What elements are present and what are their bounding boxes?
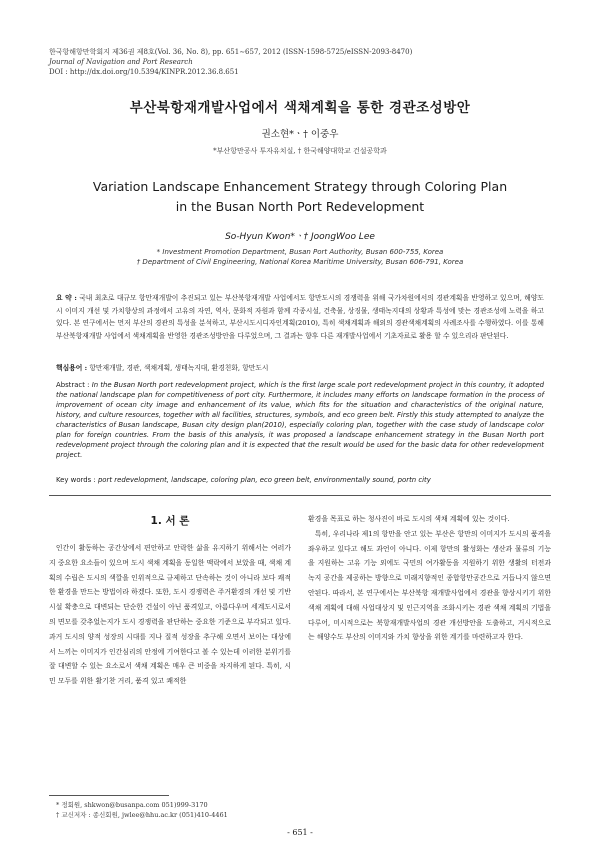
footnote-divider bbox=[49, 795, 169, 796]
keywords-english bbox=[56, 476, 544, 484]
footnote-2: † 교신저자 : 종신회원, jwlee@hhu.ac.kr (051)410-4461 bbox=[56, 811, 228, 819]
authors-korean: 권소현*ㆍ† 이중우 bbox=[261, 129, 339, 140]
abstract-en-label: Abstract : bbox=[56, 381, 90, 389]
affiliation-english bbox=[0, 247, 600, 267]
authors-english: So-Hyun Kwon*ㆍ† JoongWoo Lee bbox=[225, 232, 375, 242]
journal-name-en: Journal of Navigation and Port Research bbox=[49, 58, 193, 66]
affil-en-line1: * Investment Promotion Department, Busan Port Authority, Busan 600-755, Korea bbox=[156, 248, 444, 256]
title-en-line2: in the Busan North Port Redevelopment bbox=[175, 199, 425, 214]
footnotes bbox=[56, 800, 228, 820]
affiliation-korean: *부산항만공사 투자유치실, † 한국해양대학교 건설공학과 bbox=[213, 147, 387, 155]
abstract-ko-text: 국내 최초로 대규모 항만재개발이 추진되고 있는 부산북항재개발 사업에서도 항만도시의 경쟁력을 위해 국가차원에서의 경관계획을 반영하고 있으며, 해양도시 이미지 개선 및 가치향상의 과정에서 고유의 자연, 역사, 문화적 자원과 함께 각종시설, 건축물, 상징물, 생태녹지대의 상황과 특성에 맞는 경관조성에 노력을 하고 있다. 본 연구에서는 먼저 부산의 경관의 특성을 분석하고, 부산시도시디자인계획(2010), 특히 색채계획과 해외의 경관색채계획의 사례조사를 수행하였다. 이를 통해 부산북항재개발 사업에서 색채계획을 반영한 경관조성방안을 다루었으며, 그 결과는 향후 다른 재개발사업에서 기초자료로 활용 할 수 있으리라 판단된다. bbox=[56, 294, 545, 340]
keywords-ko-text: 항만재개발, 경관, 색채계획, 생태녹지대, 환경친화, 항만도시 bbox=[89, 364, 269, 372]
page-number: - 651 - bbox=[287, 828, 313, 837]
body-column-right bbox=[308, 512, 551, 645]
keywords-en-text: port redevelopment, landscape, coloring plan, eco green belt, environmentally sound, portn city bbox=[97, 476, 431, 484]
abstract-en-text: In the Busan North port redevelopment project, which is the first large scale port redevelopment project in this country, it adopted the national landscape plan for competitiveness of port city. Furthermore, it includes many efforts on landscape formation in the process of improvement of ocean city image and enhancement of its value, which fits for the situation and characteristics of the original nature, history, and culture resources, together with all facilities, structures, symbols, and eco green belt. Firstly this study attempted to analyze the characteristics of Busan landscape, Busan city design plan(2010), especially coloring plan, together with the case study of landscape color plan for foreign countries. From the basis of this analysis, it was proposed a landscape enhancement strategy in the Busan North port redevelopment project through the coloring plan and it is expected that the result would be used for the basic data for other redevelopment project. bbox=[56, 381, 544, 459]
footnote-1: * 정회원, shkwon@busanpa.com 051)999-3170 bbox=[56, 801, 208, 809]
abstract-english bbox=[56, 380, 544, 460]
paragraph: 인간이 활동하는 공간상에서 편안하고 안락한 삶을 유지하기 위해서는 여러가지 중요한 요소들이 있으며 도시 색채 계획을 동일한 맥락에서 보았을 때, 색채 계획의 수립은 도시의 색깔을 인위적으로 규제하고 단속하는 것이 아니라 보다 쾌적한 환경을 만드는 방법이라 하겠다. 또한, 도시 경쟁력은 주거환경의 개선 및 기반시설 확충으로 대변되는 단순한 건설이 아닌 품격있고, 아름다우며 세계도시로서의 면모를 갖추었는지가 도시 경쟁력을 판단하는 중요한 기준으로 부각되고 있다. 과거 도시의 양적 성장의 시대를 지나 질적 성장을 추구해 오면서 보이는 대상에서 느끼는 이미지가 인간심리의 안정에 기여한다고 볼 수 있는데 이러한 분위기를 잘 대변할 수 있는 요소로서 색채 계획은 매우 큰 비중을 차지하게 된다. 특히, 시민 모두를 위한 활기찬 거리, 품격 있고 쾌적한 bbox=[49, 544, 291, 686]
journal-info: 한국항해항만학회지 제36권 제8호(Vol. 36, No. 8), pp. 651∼657, 2012 (ISSN-1598-5725/eISSN-2093-8470) bbox=[49, 48, 413, 56]
affil-en-line2: † Department of Civil Engineering, National Korea Maritime University, Busan 606-791, Korea bbox=[136, 258, 464, 266]
keywords-en-label: Key words : bbox=[56, 476, 96, 484]
doi-link[interactable]: DOI : http://dx.doi.org/10.5394/KINPR.2012.36.8.651 bbox=[49, 68, 239, 76]
abstract-korean bbox=[56, 292, 544, 342]
section-heading-introduction: 1. 서 론 bbox=[150, 515, 190, 527]
paper-title-english bbox=[0, 177, 600, 217]
keywords-ko-label: 핵심용어 : bbox=[56, 364, 88, 372]
paragraph: 특히, 우리나라 제1의 항만을 안고 있는 부산은 항만의 이미지가 도시의 품격을 좌우하고 있다고 해도 과언이 아니다. 이제 항만의 활성화는 생산과 물류의 기능을 지원하는 고유 기능 외에도 국민의 여가활동을 지원하기 위한 생활의 터전과 녹지 공간을 제공하는 방향으로 미래지향적인 종합항만공간으로 거듭나지 않으면 안된다. 따라서, 본 연구에서는 부산북항 재개발사업에서 경관을 향상시키기 위한 색채 계획에 대해 사업대상지 및 인근지역을 조화시키는 경관 색채 계획의 기법을 다루어, 미시적으로는 북항재개발사업의 경관 개선방안을 도출하고, 거시적으로는 해양수도 부산의 이미지와 가치 향상을 위한 계기를 마련하고자 한다. bbox=[308, 529, 551, 642]
paragraph: 환경을 목표로 하는 청사진이 바로 도시의 색채 계획에 있는 것이다. bbox=[308, 515, 510, 523]
journal-header bbox=[49, 47, 412, 77]
paper-title-korean: 부산북항재개발사업에서 색채계획을 통한 경관조성방안 bbox=[129, 100, 471, 116]
body-column-left bbox=[49, 541, 291, 689]
abstract-ko-label: 요 약 : bbox=[56, 294, 77, 302]
keywords-korean bbox=[56, 362, 544, 372]
divider bbox=[49, 495, 551, 496]
title-en-line1: Variation Landscape Enhancement Strategy through Coloring Plan bbox=[92, 179, 508, 194]
